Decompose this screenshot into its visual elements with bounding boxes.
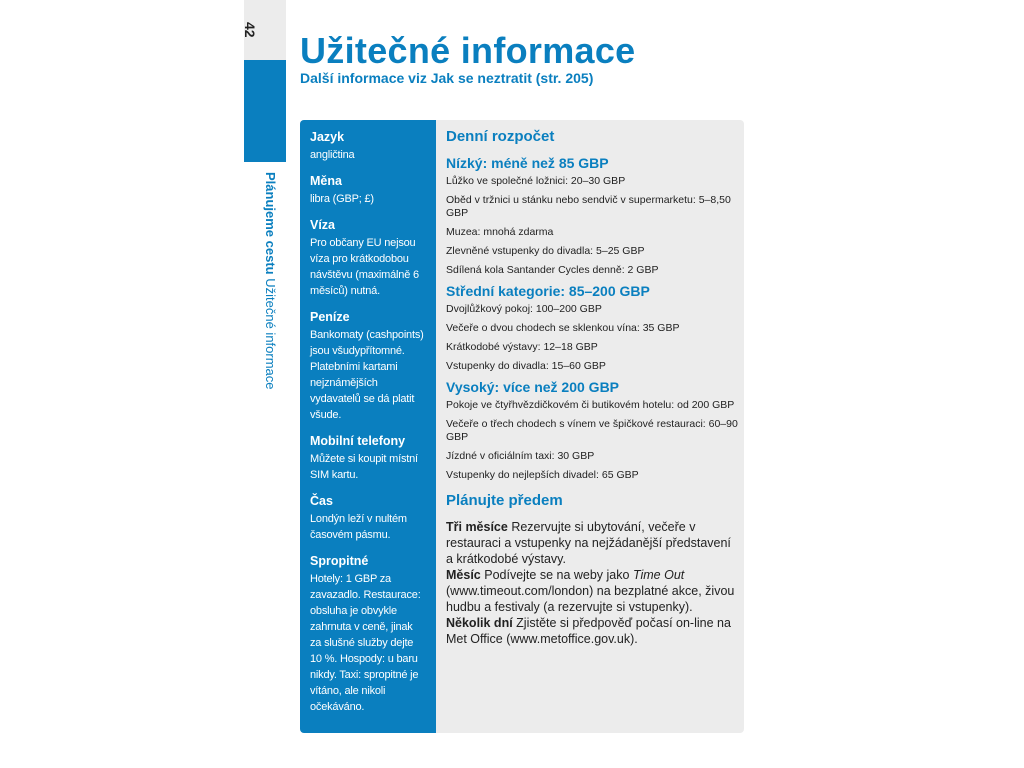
budget-item: Vstupenky do divadla: 15–60 GBP [446,360,606,372]
plan-ahead-section [446,492,738,647]
budget-item: Pokoje ve čtyřhvězdičkovém či butikovém hotelu: od 200 GBP [446,399,735,411]
fact-label: Čas [310,494,333,508]
plan-label: Několik dní [446,616,513,630]
page-subtitle: Další informace viz Jak se neztratit (str. 205) [300,70,594,86]
budget-item: Krátkodobé výstavy: 12–18 GBP [446,341,598,353]
fact-label: Spropitné [310,554,369,568]
budget-tier-mid [446,283,738,373]
fact-text: Pro občany EU nejsou víza pro krátkodobou návštěvu (maximálně 6 měsíců) nutná. [310,237,419,297]
page-number: 42 [242,22,258,38]
budget-item: Večeře o dvou chodech se sklenkou vína: 35 GBP [446,322,680,334]
fact-mobile-phones [310,434,426,483]
section-side-label [263,172,278,390]
fact-money [310,310,426,423]
budget-item: Jízdné v oficiálním taxi: 30 GBP [446,450,595,462]
budget-tier-high [446,379,738,482]
info-panel [300,120,744,733]
side-label-chapter: Plánujeme cestu [263,172,278,275]
fact-text: Můžete si koupit místní SIM kartu. [310,453,418,481]
fact-time [310,494,426,543]
fact-text: libra (GBP; £) [310,193,374,205]
fact-label: Mobilní telefony [310,434,406,448]
page-title: Užitečné informace [300,30,636,71]
tier-heading: Střední kategorie: 85–200 GBP [446,283,650,299]
plan-label: Měsíc [446,568,481,582]
budget-item: Večeře o třech chodech s vínem ve špičkové restauraci: 60–90 GBP [446,418,738,443]
fact-label: Jazyk [310,130,345,144]
fact-visas [310,218,426,299]
budget-column [446,128,738,647]
budget-item: Zlevněné vstupenky do divadla: 5–25 GBP [446,245,645,257]
budget-item: Sdílená kola Santander Cycles denně: 2 GBP [446,264,659,276]
plan-few-days [446,615,738,647]
fact-label: Víza [310,218,336,232]
budget-item: Vstupenky do nejlepších divadel: 65 GBP [446,469,639,481]
plan-text: (www.timeout.com/london) na bezplatné akce, živou hudbu a festivaly (a rezervujte si vstupenky). [446,584,735,614]
budget-tier-low [446,155,738,277]
plan-text: Podívejte se na weby jako [484,568,630,582]
plan-three-months [446,519,738,567]
fact-language [310,130,426,163]
budget-heading: Denní rozpočet [446,128,555,145]
side-label-section: Užitečné informace [263,278,278,390]
fact-text: Bankomaty (cashpoints) jsou všudypřítomné. Platebními kartami nejznámějších vydavatelů se dá platit všude. [310,329,424,421]
plan-month [446,567,738,615]
tier-heading: Vysoký: více než 200 GBP [446,379,620,395]
fact-text: Londýn leží v nultém časovém pásmu. [310,513,407,541]
plan-text: Rezervujte si ubytování, večeře v restauraci a vstupenky na nejžádanější představení a krátkodobé výstavy. [446,520,731,566]
fact-text: angličtina [310,149,355,161]
plan-text: Zjistěte si předpověď počasí on-line na Met Office (www.metoffice.gov.uk). [446,616,731,646]
budget-item: Lůžko ve společné ložnici: 20–30 GBP [446,175,626,187]
budget-item: Dvojlůžkový pokoj: 100–200 GBP [446,303,602,315]
fact-currency [310,174,426,207]
fact-label: Peníze [310,310,350,324]
plan-text-italic: Time Out [632,568,685,582]
tier-heading: Nízký: méně než 85 GBP [446,155,609,171]
fact-tipping [310,554,426,715]
plan-heading: Plánujte předem [446,492,563,509]
budget-item: Muzea: mnohá zdarma [446,226,554,238]
quick-facts-column [300,120,436,733]
budget-item: Oběd v tržnici u stánku nebo sendvič v supermarketu: 5–8,50 GBP [446,194,731,219]
fact-text: Hotely: 1 GBP za zavazadlo. Restaurace: obsluha je obvykle zahrnuta v ceně, jinak za slušné služby dejte 10 %. Hospody: u baru nikdy. Taxi: spropitné je vítáno, ale nikoli očekáváno. [310,573,421,713]
plan-label: Tři měsíce [446,520,508,534]
fact-label: Měna [310,174,342,188]
